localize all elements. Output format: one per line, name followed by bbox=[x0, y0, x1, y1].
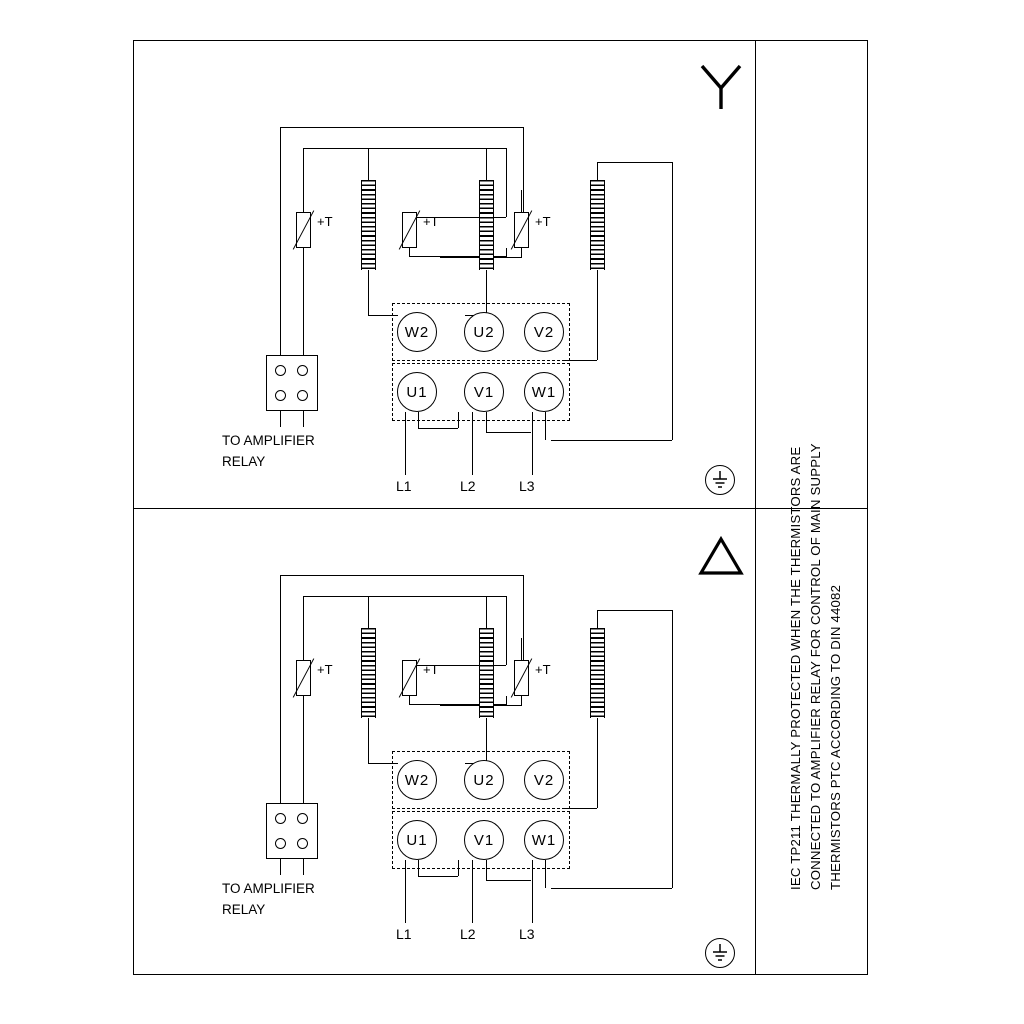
side-note-line-3: THERMISTORS PTC ACCORDING TO DIN 44082 bbox=[828, 584, 843, 890]
winding-w bbox=[361, 180, 376, 270]
winding-v-top-lead bbox=[597, 162, 598, 180]
v1-link2-riser-2 bbox=[486, 860, 487, 880]
winding-v bbox=[590, 180, 605, 270]
earth-symbol-2 bbox=[705, 938, 735, 968]
terminal-w1-2-label: W1 bbox=[531, 831, 557, 849]
thermistor-2-right-riser bbox=[506, 248, 507, 257]
winding-w-top-lead-2 bbox=[368, 596, 369, 628]
thermistor-3-slash bbox=[521, 208, 522, 252]
winding-v-top-wire-2 bbox=[597, 610, 672, 611]
winding-w-bottom-lead-2 bbox=[368, 718, 369, 763]
thermistor-5-right-riser bbox=[506, 696, 507, 705]
u1-link-riser bbox=[418, 412, 419, 428]
winding-v-2 bbox=[590, 628, 605, 718]
winding-w-top-lead bbox=[368, 148, 369, 180]
v1-link-riser-2 bbox=[458, 860, 459, 876]
winding-v-bottom-wire-2 bbox=[551, 888, 672, 889]
supply-label-l2-2: L2 bbox=[460, 926, 476, 942]
amplifier-connector-block bbox=[266, 355, 318, 411]
thermistor-3-lead-up bbox=[521, 190, 522, 212]
terminal-w1 bbox=[524, 372, 564, 412]
supply-label-l2: L2 bbox=[460, 478, 476, 494]
winding-w-bottom-lead bbox=[368, 270, 369, 315]
v1-link2 bbox=[486, 432, 531, 433]
connector-lead-1 bbox=[280, 411, 281, 427]
thermistor-5-label: +T bbox=[423, 662, 439, 677]
winding-v-bottom-wire bbox=[551, 440, 672, 441]
panel-divider bbox=[133, 508, 868, 509]
thermistor-2-slash bbox=[409, 208, 410, 252]
u1-drop-2 bbox=[405, 860, 406, 923]
side-note-line-2: CONNECTED TO AMPLIFIER RELAY FOR CONTROL OF MAIN SUPPLY bbox=[808, 443, 823, 890]
wye-symbol bbox=[698, 62, 744, 112]
delta-symbol bbox=[698, 535, 744, 577]
thermistor-1-label: +T bbox=[317, 214, 333, 229]
thermistor-bus-b-2 bbox=[303, 596, 506, 597]
terminal-v1 bbox=[464, 372, 504, 412]
terminal-v2 bbox=[524, 312, 564, 352]
terminal-u1 bbox=[397, 372, 437, 412]
connector-lead-2 bbox=[303, 411, 304, 427]
winding-v-bottom-lead-2 bbox=[597, 718, 598, 808]
connector-pin-4 bbox=[297, 390, 308, 401]
terminal-w2-label: W2 bbox=[404, 323, 430, 341]
terminal-u2-2-label: U2 bbox=[473, 771, 495, 789]
thermistor-1-slash bbox=[303, 208, 304, 252]
terminal-u1-label: U1 bbox=[406, 383, 428, 401]
amplifier-caption-line1: TO AMPLIFIER bbox=[222, 433, 315, 448]
supply-label-l3-2: L3 bbox=[519, 926, 535, 942]
v1-link2-2 bbox=[486, 880, 531, 881]
winding-v-top-wire bbox=[597, 162, 672, 163]
thermistor-4-lead-down bbox=[303, 696, 304, 807]
thermistor-bus-b bbox=[303, 148, 506, 149]
terminal-w2 bbox=[397, 312, 437, 352]
thermistor-6-slash bbox=[521, 656, 522, 700]
terminal-u1-2 bbox=[397, 820, 437, 860]
side-note-line-1: IEC TP211 THERMALLY PROTECTED WHEN THE THERMISTORS ARE bbox=[788, 446, 803, 890]
thermistor-bus-a-2 bbox=[280, 575, 523, 576]
thermistor-bus-b-right bbox=[506, 148, 507, 217]
winding-v-top-lead-2 bbox=[597, 610, 598, 628]
u1-drop bbox=[405, 412, 406, 475]
u1-link bbox=[418, 428, 458, 429]
w1-drop bbox=[532, 412, 533, 475]
winding-v-right-drop-2 bbox=[672, 610, 673, 888]
terminal-w1-2 bbox=[524, 820, 564, 860]
amplifier-connector-block-2 bbox=[266, 803, 318, 859]
connector-lead-4 bbox=[303, 859, 304, 875]
supply-label-l1: L1 bbox=[396, 478, 412, 494]
thermistor-4-lead-up bbox=[303, 638, 304, 660]
w1-link2-riser-2 bbox=[545, 860, 546, 888]
note-column-divider bbox=[755, 40, 756, 975]
connector-pin-1 bbox=[275, 365, 286, 376]
connector-lead-3 bbox=[280, 859, 281, 875]
amplifier-caption-2-line2: RELAY bbox=[222, 902, 266, 917]
v1-link2-riser bbox=[486, 412, 487, 432]
terminal-u2-label: U2 bbox=[473, 323, 495, 341]
winding-v-right-drop bbox=[672, 162, 673, 440]
winding-w-2 bbox=[361, 628, 376, 718]
u1-link-riser-2 bbox=[418, 860, 419, 876]
winding-v-bottom-lead bbox=[597, 270, 598, 360]
terminal-w2-2 bbox=[397, 760, 437, 800]
thermistor-3-lead-down bbox=[521, 248, 522, 258]
amplifier-caption-line2: RELAY bbox=[222, 454, 266, 469]
thermistor-6-label: +T bbox=[535, 662, 551, 677]
v1-drop bbox=[472, 412, 473, 475]
thermistor-2-label: +T bbox=[423, 214, 439, 229]
thermistor-bus-b-right-2 bbox=[506, 596, 507, 665]
supply-label-l3: L3 bbox=[519, 478, 535, 494]
thermistor-4-label: +T bbox=[317, 662, 333, 677]
thermistor-bus-a-right bbox=[523, 127, 524, 217]
terminal-u2-2 bbox=[464, 760, 504, 800]
thermistor-3-label: +T bbox=[535, 214, 551, 229]
terminal-w2-2-label: W2 bbox=[404, 771, 430, 789]
terminal-w1-label: W1 bbox=[531, 383, 557, 401]
w1-drop-2 bbox=[532, 860, 533, 923]
supply-label-l1-2: L1 bbox=[396, 926, 412, 942]
w1-link2-riser bbox=[545, 412, 546, 440]
winding-u-top-lead bbox=[486, 148, 487, 180]
thermistor-5-slash bbox=[409, 656, 410, 700]
v1-drop-2 bbox=[472, 860, 473, 923]
thermistor-6-lead-up bbox=[521, 638, 522, 660]
winding-u-2 bbox=[479, 628, 494, 718]
thermistor-bus-a-left bbox=[280, 127, 281, 359]
thermistor-1-lead-down bbox=[303, 248, 304, 359]
thermistor-4-slash bbox=[303, 656, 304, 700]
terminal-v1-label: V1 bbox=[473, 383, 495, 401]
thermistor-bus-a bbox=[280, 127, 523, 128]
connector-pin-3 bbox=[275, 390, 286, 401]
winding-u-top-lead-2 bbox=[486, 596, 487, 628]
thermistor-bus-a-left-2 bbox=[280, 575, 281, 807]
connector-pin-5 bbox=[275, 813, 286, 824]
connector-pin-2 bbox=[297, 365, 308, 376]
connector-pin-7 bbox=[275, 838, 286, 849]
terminal-v2-2 bbox=[524, 760, 564, 800]
winding-u bbox=[479, 180, 494, 270]
terminal-u1-2-label: U1 bbox=[406, 831, 428, 849]
thermistor-1-lead-up bbox=[303, 190, 304, 212]
earth-symbol bbox=[705, 465, 735, 495]
connector-pin-6 bbox=[297, 813, 308, 824]
terminal-u2 bbox=[464, 312, 504, 352]
terminal-v1-2-label: V1 bbox=[473, 831, 495, 849]
terminal-v1-2 bbox=[464, 820, 504, 860]
connector-pin-8 bbox=[297, 838, 308, 849]
terminal-v2-2-label: V2 bbox=[533, 771, 555, 789]
amplifier-caption-2-line1: TO AMPLIFIER bbox=[222, 881, 315, 896]
thermistor-bus-a-right-2 bbox=[523, 575, 524, 665]
thermistor-6-lead-down bbox=[521, 696, 522, 706]
terminal-v2-label: V2 bbox=[533, 323, 555, 341]
u1-link-2 bbox=[418, 876, 458, 877]
v1-link-riser bbox=[458, 412, 459, 428]
